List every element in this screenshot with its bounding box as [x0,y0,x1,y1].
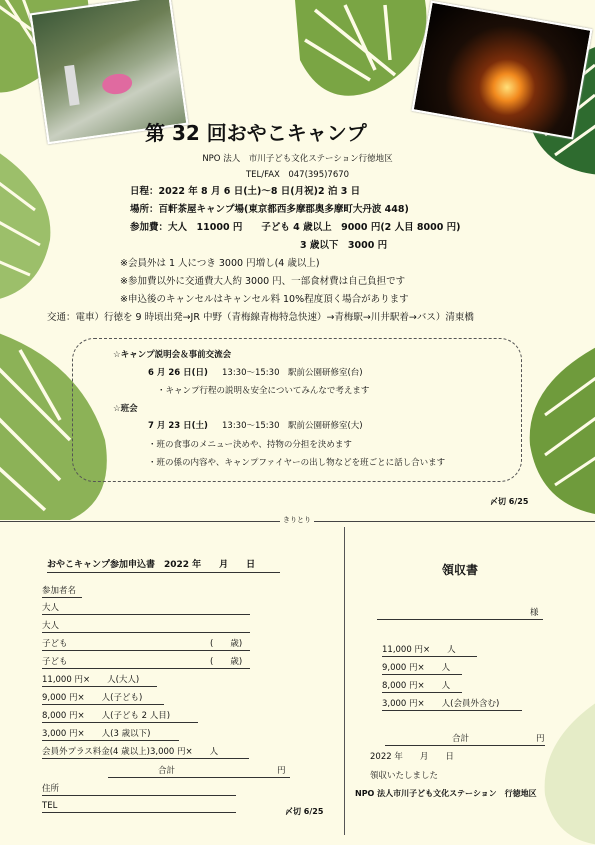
child-2-field[interactable] [42,668,250,669]
leaf-right-decoration [515,345,595,515]
form-total-unit: 円 [277,766,286,776]
receipt-line-3-underline [382,692,462,693]
cut-label: きりとり [280,515,314,525]
address-field[interactable] [42,795,236,796]
deadline-top: 〆切 6/25 [490,497,529,506]
group-meeting-date: 7 月 23 日(土) [148,421,208,431]
receipt-received-text: 領収いたしました [370,771,439,781]
form-total-label: 合計 [158,766,176,776]
receipt-recipient-field[interactable] [377,619,543,620]
leaf-bottom-right-decoration [525,700,595,845]
briefing-title: ☆キャンプ説明会＆事前交流会 [113,350,232,360]
adult-2-label: 大人 [42,621,60,631]
receipt-line-1-underline [382,656,477,657]
tel-label: TEL [42,801,58,811]
fee-child-underline [42,704,164,705]
fee-non-member-line: 会員外プラス料金(4 歳以上)3,000 円× 人 [42,747,219,757]
fee-infant-text: 3 歳以下 3000 円 [300,240,388,251]
receipt-total-unit: 円 [536,734,545,744]
note-cancel: ※申込後のキャンセルはキャンセル料 10%程度頂く場合があります [120,294,409,305]
receipt-line-4: 3,000 円× 人(会員外含む) [382,699,500,709]
fee-infant-line: 3,000 円× 人(3 歳以下) [42,729,151,739]
receipt-recipient-suffix: 様 [530,608,539,618]
fee-infant-underline [42,740,179,741]
receipt-line-4-underline [382,710,522,711]
group-meeting-description-1: ・班の食事のメニュー決めや、持物の分担を決めます [148,440,352,450]
receipt-date: 2022 年 月 日 [370,752,454,762]
child-1-age: ( 歳) [210,639,243,649]
fee-text: 参加費：大人 11000 円 子ども 4 歳以上 9000 円(2 人目 8000 円) [130,222,461,233]
adult-1-field[interactable] [42,614,250,615]
receipt-total-field[interactable] [385,745,545,746]
briefing-description: ・キャンプ行程の説明＆安全についてみんなで考えます [157,386,370,396]
divider-vertical [344,527,345,835]
fee-child-line: 9,000 円× 人(子ども) [42,693,143,703]
leaf-top-center-decoration [285,0,435,110]
receipt-title: 領収書 [442,563,479,577]
form-title: おやこキャンプ参加申込書 2022 年 月 日 [47,560,256,570]
receipt-line-2: 9,000 円× 人 [382,663,451,673]
participants-label: 参加者名 [42,586,77,596]
briefing-time-place: 13:30～15:30 駅前公園研修室(台) [222,368,363,378]
group-meeting-time-place: 13:30～15:30 駅前公園研修室(大) [222,421,363,431]
adult-1-label: 大人 [42,603,60,613]
child-1-field[interactable] [42,650,250,651]
fee-child2-line: 8,000 円× 人(子ども 2 人目) [42,711,171,721]
child-2-age: ( 歳) [210,657,243,667]
briefing-date: 6 月 26 日(日) [148,368,208,378]
deadline-bottom: 〆切 6/25 [285,807,324,816]
adult-2-field[interactable] [42,632,250,633]
participants-label-underline [42,597,82,598]
child-1-label: 子ども [42,639,68,649]
fee-adult-line: 11,000 円× 人(大人) [42,675,140,685]
note-extra-cost: ※参加費以外に交通費大人約 3000 円、一部食材費は自己負担です [120,276,406,287]
receipt-line-2-underline [382,674,462,675]
note-non-member: ※会員外は 1 人につき 3000 円増し(4 歳以上) [120,258,320,269]
contact-tel: TEL/FAX 047(395)7670 [245,170,350,180]
campfire-photo [412,1,593,140]
schedule-text: 日程：2022 年 8 月 6 日(土)～8 日(月祝)2 泊 3 日 [130,186,361,197]
venue-text: 場所：百軒茶屋キャンプ場(東京都西多摩郡奥多摩町大丹波 448) [130,204,409,215]
fee-adult-underline [42,686,157,687]
receipt-issuer: NPO 法人市川子ども文化ステーション 行徳地区 [355,789,537,798]
receipt-line-3: 8,000 円× 人 [382,681,451,691]
address-label: 住所 [42,784,60,794]
group-meeting-title: ☆班会 [113,404,138,414]
form-total-field[interactable] [108,777,290,778]
child-2-label: 子ども [42,657,68,667]
page-title: 第 32 回おやこキャンプ [145,121,367,145]
form-title-underline [47,572,280,573]
transport-text: 交通：電車）行徳を 9 時頃出発→JR 中野（青梅線青梅特急快速）→青梅駅→川井駅着→バス）清東橋 [47,312,474,323]
fee-child2-underline [42,722,198,723]
fee-non-member-underline [42,758,249,759]
organization-name: NPO 法人 市川子ども文化ステーション行徳地区 [202,154,393,164]
receipt-line-1: 11,000 円× 人 [382,645,456,655]
tel-field[interactable] [42,812,236,813]
receipt-total-label: 合計 [452,734,470,744]
group-meeting-description-2: ・班の係の内容や、キャンプファイヤーの出し物などを班ごとに話し合います [148,458,446,468]
